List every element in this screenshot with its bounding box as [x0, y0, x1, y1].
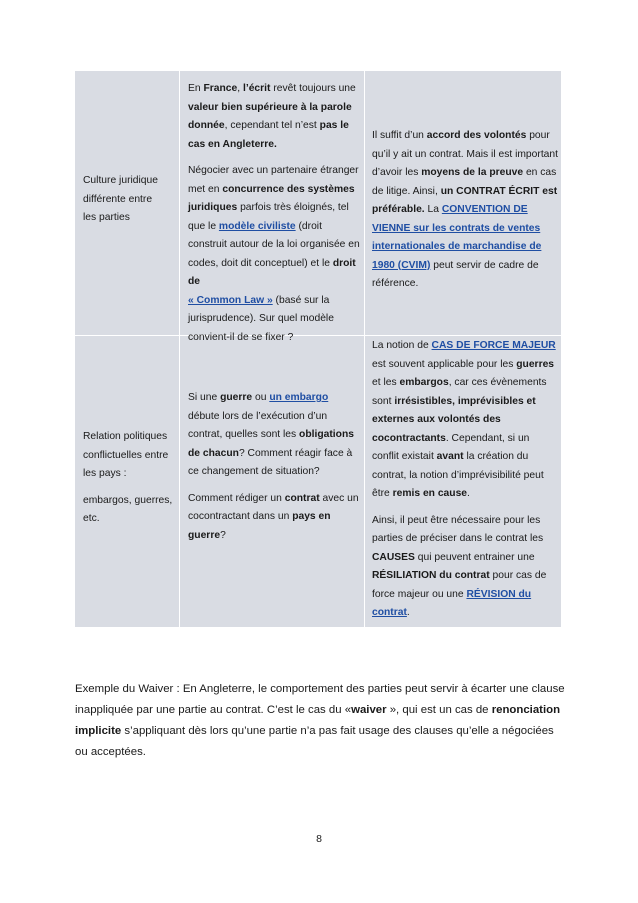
text-run: .: [467, 488, 470, 499]
text-run: ?: [220, 529, 226, 541]
force-majeur-link[interactable]: CAS DE FORCE MAJEUR: [431, 340, 556, 351]
text-run: ? Comment réagir face à ce changement de situation?: [188, 447, 353, 477]
text-run: La notion de: [372, 340, 432, 351]
contrat-term: contrat: [284, 492, 320, 504]
france-term: France: [203, 83, 238, 94]
text-run: Exemple du Waiver : En Angleterre, le comportement des parties peut servir à écarter une clause inappliquée par une partie au contrat. C’est le cas du «: [75, 683, 565, 716]
concurrence-term: concurrence des systèmes juridiques: [188, 183, 355, 213]
common-law-link[interactable]: « Common Law »: [188, 294, 273, 306]
row2-label-line: conflictuelles entre: [83, 449, 169, 461]
text-run: avec un cocontractant dans un: [188, 492, 359, 522]
contrat-ecrit-term: un CONTRAT ÉCRIT est préférable.: [372, 185, 558, 215]
avant-term: avant: [436, 451, 464, 462]
embargos-term: embargos: [399, 377, 449, 388]
text-run: parfois très éloignés, tel que le: [188, 202, 349, 232]
text-run: , cependant tel n’est: [224, 120, 320, 131]
negocier-paragraph: [188, 162, 360, 347]
text-run: pour qu’il y ait un contrat. Mais il est important d’avoir les: [372, 130, 558, 178]
valeur-term: valeur bien supérieure à la parole donnée: [188, 101, 352, 131]
rediger-paragraph: [188, 490, 360, 546]
row1-label-line: les parties: [83, 212, 130, 223]
row2-label-line: Relation politiques: [83, 431, 168, 442]
causes-paragraph: [372, 512, 559, 623]
embargo-link[interactable]: un embargo: [269, 392, 329, 403]
text-run: ou: [252, 392, 270, 403]
obligations-term: obligations de chacun: [188, 429, 354, 459]
remis-term: remis en cause: [392, 488, 468, 499]
resiliation-term: RÉSILIATION du contrat: [372, 570, 490, 581]
row1-question-cell: [188, 80, 360, 347]
text-run: (droit construit autour de la loi organisée en codes, doit dit conceptuel) et le: [188, 220, 360, 269]
text-run: Ainsi, il peut être nécessaire pour les parties de préciser dans le contrat les: [372, 514, 544, 544]
row1-label-line: Culture juridique: [83, 175, 158, 186]
row1-answer-cell: [372, 127, 559, 294]
text-run: la création du contrat, la notion d’imprévisibilité peut être: [372, 451, 544, 499]
text-run: Il suffit d’un: [372, 130, 427, 141]
revision-contrat-link[interactable]: RÉVISION du contrat: [372, 588, 532, 618]
row2-question-cell: [188, 389, 360, 545]
irresistibles-term: irrésistibles, imprévisibles et externes aux volontés des cocontractants: [372, 395, 536, 444]
force-majeur-paragraph: [372, 337, 559, 504]
text-run: En: [188, 83, 204, 94]
text-run: s’appliquant dès lors qu’une partie n’a pas fait usage des clauses qu’elle a négociées ou acceptées.: [75, 725, 554, 758]
text-run: débute lors de l’exécution d’un contrat, quelles sont les: [188, 410, 328, 440]
row2-label-line: les pays :: [83, 468, 127, 479]
text-run: pour cas de force majeur ou une: [372, 570, 547, 600]
france-paragraph: [188, 80, 360, 154]
row2-label-line: etc.: [83, 513, 100, 524]
text-run: Comment rédiger un: [188, 492, 285, 504]
pays-guerre-term: pays en guerre: [188, 511, 331, 541]
text-run: Négocier avec un partenaire étranger met en: [188, 165, 359, 195]
text-run: . Cependant, si un conflit existait: [372, 432, 530, 462]
row2-answer-cell: [372, 337, 559, 623]
comparison-table: [75, 71, 561, 627]
ecrit-term: l’écrit: [242, 83, 271, 94]
droit-de-term: droit de: [188, 257, 356, 287]
guerre-paragraph: [188, 389, 360, 482]
text-run: .: [406, 607, 410, 618]
causes-term: CAUSES: [372, 551, 415, 563]
waiver-term: waiver: [351, 704, 387, 716]
guerre-term: guerre: [220, 392, 253, 403]
accord-term: accord des volontés: [426, 130, 527, 141]
text-run: revêt toujours une: [270, 83, 356, 94]
text-run: peut servir de cadre de référence.: [372, 259, 539, 289]
text-run: Si une: [188, 392, 221, 403]
text-run: », qui est un cas de: [386, 704, 492, 716]
waiver-paragraph: [75, 679, 565, 763]
text-run: en cas de litige. Ainsi,: [372, 167, 557, 197]
moyens-term: moyens de la preuve: [421, 167, 524, 178]
column-divider: [179, 71, 180, 627]
pas-cas-term: pas le cas en Angleterre.: [188, 120, 349, 150]
row2-label-cell: [83, 428, 179, 529]
text-run: ,: [237, 83, 243, 94]
text-run: qui peuvent entrainer une: [414, 551, 535, 563]
row1-label-cell: [83, 172, 177, 228]
renonciation-term: renonciation implicite: [75, 704, 561, 737]
waiver-text: [75, 679, 565, 763]
guerres-term: guerres: [516, 358, 555, 370]
text-run: (basé sur la jurisprudence). Sur quel modèle convient-il de se fixer ?: [188, 294, 334, 343]
page-number: 8: [316, 833, 322, 845]
accord-paragraph: [372, 127, 559, 294]
text-run: La: [424, 204, 442, 215]
row1-label-line: différente entre: [83, 193, 153, 205]
text-run: est souvent applicable pour les: [372, 358, 517, 370]
row2-label-line: embargos, guerres,: [83, 494, 173, 506]
column-divider: [364, 71, 365, 627]
modele-civiliste-link[interactable]: modèle civiliste: [218, 220, 296, 232]
text-run: et les: [372, 377, 400, 388]
convention-vienne-link[interactable]: CONVENTION DE VIENNE sur les contrats de ventes internationales de marchandise de 1980 (CVIM): [372, 204, 542, 271]
text-run: , car ces évènements sont: [372, 377, 547, 407]
